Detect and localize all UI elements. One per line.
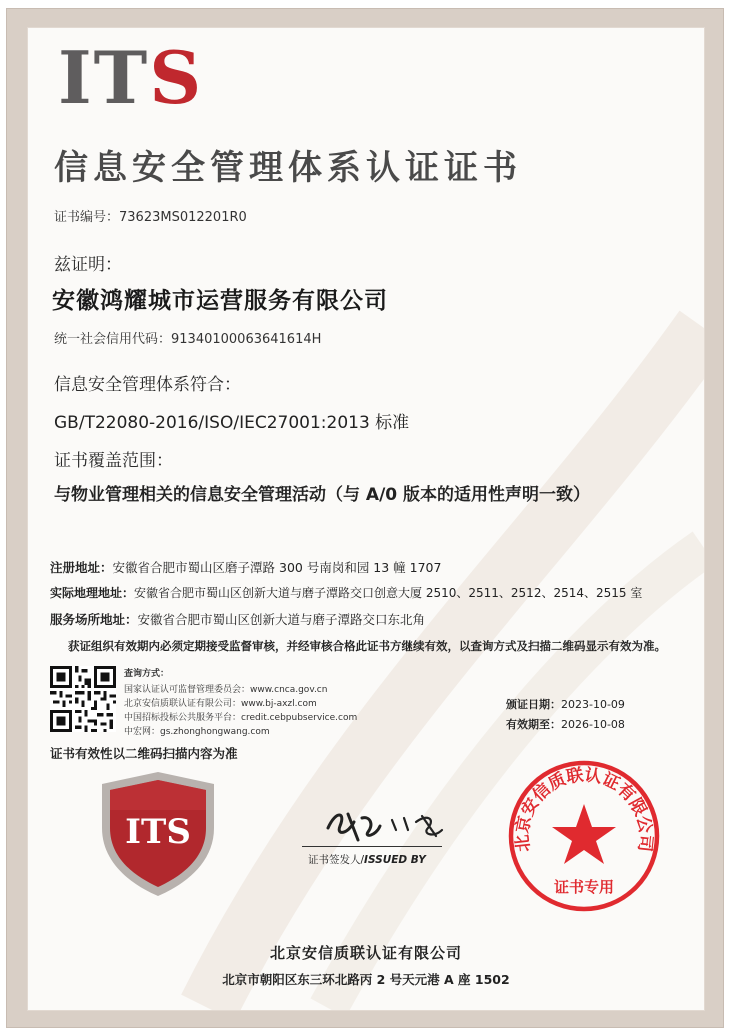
company-name: 安徽鸿耀城市运营服务有限公司: [52, 288, 388, 314]
certificate-number-value: 73623MS012201R0: [119, 210, 247, 225]
certificate-number-label: 证书编号：: [54, 210, 120, 225]
valid-until-value: 2026-10-08: [561, 718, 625, 731]
service-address: [50, 610, 425, 628]
actual-address-value: 安徽省合肥市蜀山区创新大道与磨子潭路交口创意大厦 2510、2511、2512、2514、2515 室: [134, 586, 643, 600]
registered-address-value: 安徽省合肥市蜀山区磨子潭路 300 号南岗和园 13 幢 1707: [112, 560, 442, 575]
scope-text: 与物业管理相关的信息安全管理活动（与 A/0 版本的适用性声明一致）: [54, 485, 591, 505]
credit-code-label: 统一社会信用代码：: [54, 332, 172, 347]
valid-until-label: 有效期至：: [506, 718, 561, 731]
qr-code[interactable]: [50, 666, 116, 732]
validity-notice: 获证组织有效期内必须定期接受监督审核，并经审核合格此证书方继续有效，以查询方式及扫描二维码显示有效为准。: [68, 639, 666, 653]
certify-label: 兹证明：: [54, 255, 122, 275]
credit-code: [54, 328, 321, 347]
certificate-title: 信息安全管理体系认证证书: [54, 148, 522, 188]
service-address-label: 服务场所地址：: [50, 612, 138, 627]
certificate-body: [27, 27, 705, 1011]
query-line-bjaxzl: 北京安信质联认证有限公司：www.bj-axzl.com: [124, 699, 317, 709]
issued-by-label: [308, 852, 426, 867]
shield-text: ITS: [125, 812, 191, 852]
valid-until-date: [506, 716, 625, 732]
service-address-value: 安徽省合肥市蜀山区创新大道与磨子潭路交口东北角: [137, 612, 426, 627]
credit-code-value: 91340100063641614H: [171, 332, 322, 347]
qr-validity-note: 证书有效性以二维码扫描内容为准: [50, 746, 238, 761]
issuer-address: 北京市朝阳区东三环北路丙 2 号天元港 A 座 1502: [222, 972, 510, 987]
its-shield-emblem: [98, 770, 218, 898]
actual-address: [50, 584, 642, 601]
seal-ring-text: 北京安信质联认证有限公司: [512, 765, 656, 853]
issued-by-cn: 证书签发人/: [308, 854, 365, 866]
certificate-frame: [6, 8, 724, 1028]
registered-address-label: 注册地址：: [50, 560, 113, 575]
issue-date: [506, 696, 625, 712]
issued-by-en: ISSUED BY: [364, 854, 426, 866]
signature-line: [302, 846, 442, 847]
issuer-name: 北京安信质联认证有限公司: [269, 944, 462, 962]
seal-bottom-text: 证书专用: [553, 878, 615, 896]
actual-address-label: 实际地理地址：: [50, 586, 135, 600]
signature: [318, 800, 458, 850]
query-title: 查询方式：: [124, 669, 170, 679]
scope-label: 证书覆盖范围：: [54, 451, 173, 471]
query-line-zhonghong: 中宏网：gs.zhonghongwang.com: [124, 727, 270, 737]
conform-label: 信息安全管理体系符合：: [54, 375, 241, 395]
issue-date-label: 颁证日期：: [506, 698, 561, 711]
issue-date-value: 2023-10-09: [561, 698, 625, 711]
standard-text: GB/T22080-2016/ISO/IEC27001:2013 标准: [54, 413, 410, 433]
its-logo-text: ITS: [58, 35, 204, 120]
certificate-number: [54, 206, 247, 225]
query-line-cnca: 国家认证认可监督管理委员会：www.cnca.gov.cn: [124, 685, 328, 695]
query-line-cebpub: 中国招标投标公共服务平台：credit.cebpubservice.com: [124, 713, 358, 723]
registered-address: [50, 558, 441, 576]
company-seal-stamp: [506, 758, 662, 914]
its-logo: [58, 35, 204, 120]
